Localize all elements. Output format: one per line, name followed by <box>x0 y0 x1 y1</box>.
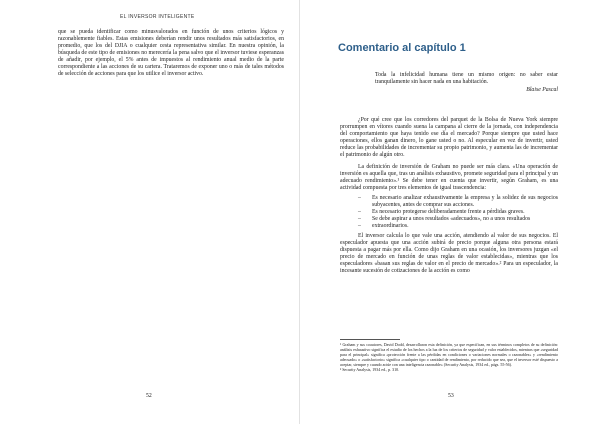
epigraph-author: Blaise Pascal <box>526 87 558 93</box>
footnotes <box>340 342 558 372</box>
page-number-left: 52 <box>146 393 152 399</box>
list-item: – Es necesario protegerse deliberadamente frente a pérdidas graves. <box>358 209 558 216</box>
list-item: – Se debe aspirar a unos resultados «adecuados», no a unos resultados <box>358 216 558 223</box>
paragraph: ¿Por qué cree que los corredores del parquet de la Bolsa de Nueva York siempre prorrumpen en vítores cuando suena la campana al cierre de la jornada, con independencia del comportamiento que haya tenido ese día el mercado? Porque siempre que usted hace operaciones, ellos ganan dinero, lo gane usted o no. Al especular en vez de invertir, usted reduce las probabilidades de incrementar su propio patrimonio, y aumenta las de incrementar el patrimonio de algún otro. <box>340 117 558 158</box>
right-page-body-text <box>340 117 558 275</box>
paragraph: El inversor calcula lo que vale una acción, atendiendo al valor de sus negocios. El especulador apuesta que una acción subirá de precio porque alguna otra persona estará dispuesta a pagar más por ella. Como dijo Graham en una ocasión, los inversores juzgan «el precio de mercado en función de unas reglas de valor establecidas», mientras que los especuladores «basan sus reglas de valor en el precio de mercado».² Para un especulador, la incesante sucesión de cotizaciones de la acción es como <box>340 233 558 274</box>
criteria-list <box>340 195 558 230</box>
left-page-body-text: que se pueda identificar como minusvalorados en función de unos criterios lógicos y razonablemente fiables. Estas emisiones deberían rendir unos resultados más satisfactorios, en promedio, que los del DJIA o cualquier cesta representativa similar. En nuestra opinión, la búsqueda de este tipo de emisiones no merecería la pena salvo que el inversor tuviese esperanzas de añadir, por ejemplo, el 5% antes de impuestos al rendimiento anual medio de la parte correspondiente a las acciones de su cartera. Trataremos de exponer uno o más de tales métodos de selección de acciones para que los utilice el inversor activo. <box>58 29 284 77</box>
footnote-rule <box>340 339 400 340</box>
right-page <box>300 0 600 424</box>
footnote-2: ² Security Analysis, 1934 ed., p. 310. <box>340 367 400 372</box>
list-item: – extraordinarios. <box>358 223 558 230</box>
chapter-title: Comentario al capítulo 1 <box>338 42 466 54</box>
running-header: EL INVERSOR INTELIGENTE <box>120 14 195 20</box>
paragraph: La definición de inversión de Graham no puede ser más clara. «Una operación de inversión es aquella que, tras un análisis exhaustivo, promete seguridad para el principal y un adecuado rendimiento».¹ Se debe tener en cuenta que invertir, según Graham, es una actividad compuesta por tres elementos de igual trascendencia: <box>340 164 558 191</box>
epigraph: Toda la infelicidad humana tiene un mismo origen: no saber estar tranquilamente sin hacer nada en una habitación. <box>375 72 558 85</box>
list-item: – Es necesario analizar exhaustivamente la empresa y la solidez de sus negocios subyacentes, antes de comprar sus acciones. <box>358 195 558 209</box>
page-number-right: 53 <box>448 393 454 399</box>
footnote-1: ¹ Graham y sus coautores, David Dodd, desarrollaron esta definición, ya que especifican, en sus términos completos de su definición: análisis exhaustivo significa el estudio de los hechos a la luz de los criterios de seguridad y valor establecidos, mientras que «seguridad para el principal» significa «protección frente a las pérdidas en condiciones o variaciones normales o razonables» y «rendimiento adecuado» o «satisfactorio» significa «cualquier tipo o cantidad de rendimiento, por reducido que sea, que el inversor esté dispuesto a aceptar, siempre y cuando actúe con una inteligencia razonable» (Security Analysis, 1934 ed., págs. 55-56). <box>340 342 558 367</box>
